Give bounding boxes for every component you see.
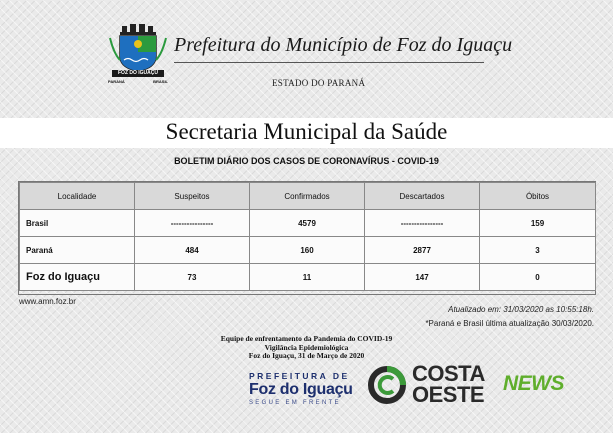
crest-shield-icon	[108, 24, 168, 72]
crest-banner: FOZ DO IGUAÇU	[112, 70, 164, 77]
crest-right-label: BRASIL	[153, 79, 168, 84]
header-suspected: Suspeitos	[135, 183, 250, 210]
crest-left-label: PARANÁ	[108, 79, 125, 84]
header-locality: Localidade	[20, 183, 135, 210]
footer-department: Vigilância Epidemiológica	[264, 342, 349, 352]
crest-subtitle	[108, 79, 168, 85]
cell-confirmed: 4579	[250, 210, 365, 237]
footer-credits	[0, 335, 613, 361]
costa-wordmark: COSTA	[412, 361, 485, 386]
header-deaths: Óbitos	[480, 183, 596, 210]
header-discarded: Descartados	[365, 183, 480, 210]
updated-timestamp: Atualizado em: 31/03/2020 as 10:55:18h.	[448, 305, 594, 314]
news-wordmark: NEWS	[503, 372, 564, 395]
state-label: ESTADO DO PARANÁ	[272, 78, 366, 88]
cell-locality: Foz do Iguaçu	[20, 264, 135, 291]
cell-discarded: 2877	[365, 237, 480, 264]
cell-deaths: 159	[480, 210, 596, 237]
title-divider	[174, 62, 484, 63]
costa-oeste-icon	[367, 365, 407, 405]
cell-deaths: 3	[480, 237, 596, 264]
cell-suspected: ----------------	[135, 210, 250, 237]
prefeitura-logo	[249, 367, 363, 411]
cell-locality: Paraná	[20, 237, 135, 264]
cell-locality: Brasil	[20, 210, 135, 237]
pref-logo-slogan: SEGUE EM FRENTE	[249, 400, 341, 406]
cell-discarded: ----------------	[365, 210, 480, 237]
cell-suspected: 73	[135, 264, 250, 291]
footer-date: Foz do Iguaçu, 31 de Março de 2020	[248, 351, 365, 360]
cell-deaths: 0	[480, 264, 596, 291]
table-header-row	[20, 183, 596, 210]
cell-suspected: 484	[135, 237, 250, 264]
city-crest-logo	[108, 24, 168, 90]
footer-team: Equipe de enfrentamento da Pandemia do COVID-19	[220, 334, 393, 343]
cell-confirmed: 11	[250, 264, 365, 291]
cases-table	[18, 181, 596, 295]
header-confirmed: Confirmados	[250, 183, 365, 210]
cell-confirmed: 160	[250, 237, 365, 264]
bulletin-title: BOLETIM DIÁRIO DOS CASOS DE CORONAVÍRUS - COVID-19	[174, 156, 439, 166]
pref-logo-main: Foz do Iguaçu	[249, 381, 353, 398]
oeste-wordmark: OESTE	[412, 382, 485, 407]
table-row	[20, 210, 596, 237]
table-row	[20, 264, 596, 291]
pref-logo-top: PREFEITURA DE	[249, 371, 350, 381]
update-note: *Paraná e Brasil última atualização 30/03/2020.	[425, 319, 594, 328]
municipality-title: Prefeitura do Município de Foz do Iguaçu	[174, 34, 513, 56]
website-link[interactable]: www.amn.foz.br	[19, 297, 76, 306]
cell-discarded: 147	[365, 264, 480, 291]
secretariat-heading: Secretaria Municipal da Saúde	[0, 118, 613, 148]
table-row	[20, 237, 596, 264]
